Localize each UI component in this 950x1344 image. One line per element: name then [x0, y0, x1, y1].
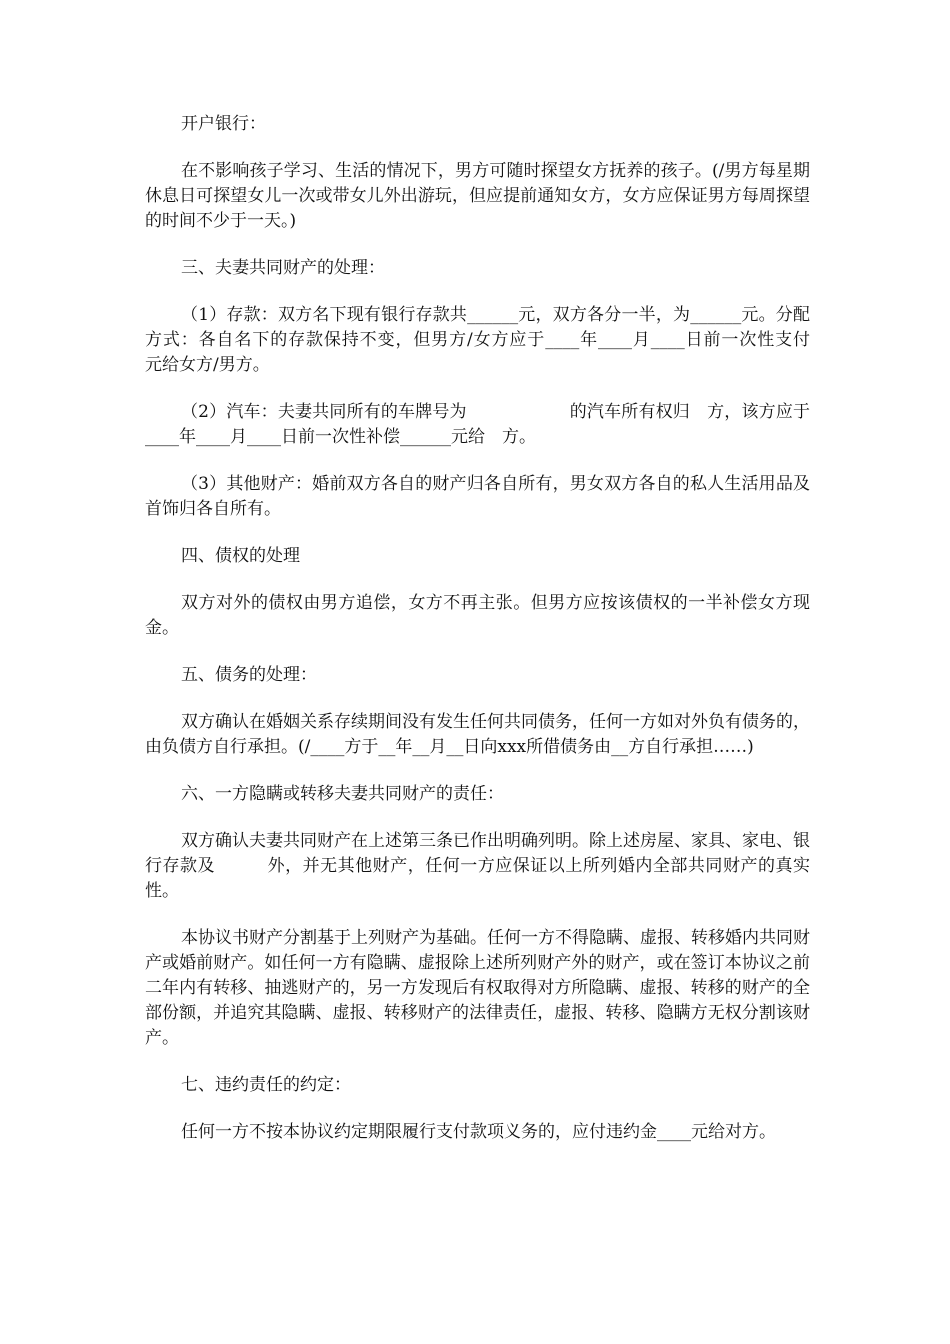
section-6-heading: 六、一方隐瞒或转移夫妻共同财产的责任： — [181, 784, 504, 804]
car-paragraph: （2）汽车：夫妻共同所有的车牌号为 的汽车所有权归 方，该方应于____年____月____日前一次性补偿______元给 方。 — [145, 402, 810, 447]
debt-paragraph: 双方确认在婚姻关系存续期间没有发生任何共同债务，任何一方如对外负有债务的，由负债方自行承担。(/____方于__年__月__日向xxx所借债务由__方自行承担……) — [145, 712, 810, 757]
section-3-heading: 三、夫妻共同财产的处理： — [181, 258, 385, 278]
visitation-paragraph: 在不影响孩子学习、生活的情况下，男方可随时探望女方抚养的孩子。(/男方每星期休息日可探望女儿一次或带女儿外出游玩，但应提前通知女方，女方应保证男方每周探望的时间不少于一天。) — [145, 161, 810, 231]
other-property-paragraph: （3）其他财产：婚前双方各自的财产归各自所有，男女双方各自的私人生活用品及首饰归各自所有。 — [145, 474, 810, 519]
property-confirmation-paragraph: 双方确认夫妻共同财产在上述第三条已作出明确列明。除上述房屋、家具、家电、银行存款及 外，并无其他财产，任何一方应保证以上所列婚内全部共同财产的真实性。 — [145, 831, 810, 901]
credit-paragraph: 双方对外的债权由男方追偿，女方不再主张。但男方应按该债权的一半补偿女方现金。 — [145, 593, 810, 638]
breach-paragraph: 任何一方不按本协议约定期限履行支付款项义务的，应付违约金____元给对方。 — [181, 1122, 776, 1142]
deposit-paragraph: （1）存款：双方名下现有银行存款共______元，双方各分一半，为______元。分配方式：各自名下的存款保持不变，但男方/女方应于____年____月____日前一次性支付 元给女方/男方。 — [145, 305, 861, 375]
section-4-heading: 四、债权的处理 — [181, 546, 300, 566]
section-7-heading: 七、违约责任的约定： — [181, 1075, 351, 1095]
document-page — [145, 112, 861, 1167]
bank-label: 开户银行： — [181, 114, 266, 134]
concealment-paragraph: 本协议书财产分割基于上列财产为基础。任何一方不得隐瞒、虚报、转移婚内共同财产或婚前财产。如任何一方有隐瞒、虚报除上述所列财产外的财产，或在签订本协议之前二年内有转移、抽逃财产的，另一方发现后有权取得对方所隐瞒、虚报、转移的财产的全部份额，并追究其隐瞒、虚报、转移财产的法律责任，虚报、转移、隐瞒方无权分割该财产。 — [145, 928, 810, 1048]
section-5-heading: 五、债务的处理： — [181, 665, 317, 685]
